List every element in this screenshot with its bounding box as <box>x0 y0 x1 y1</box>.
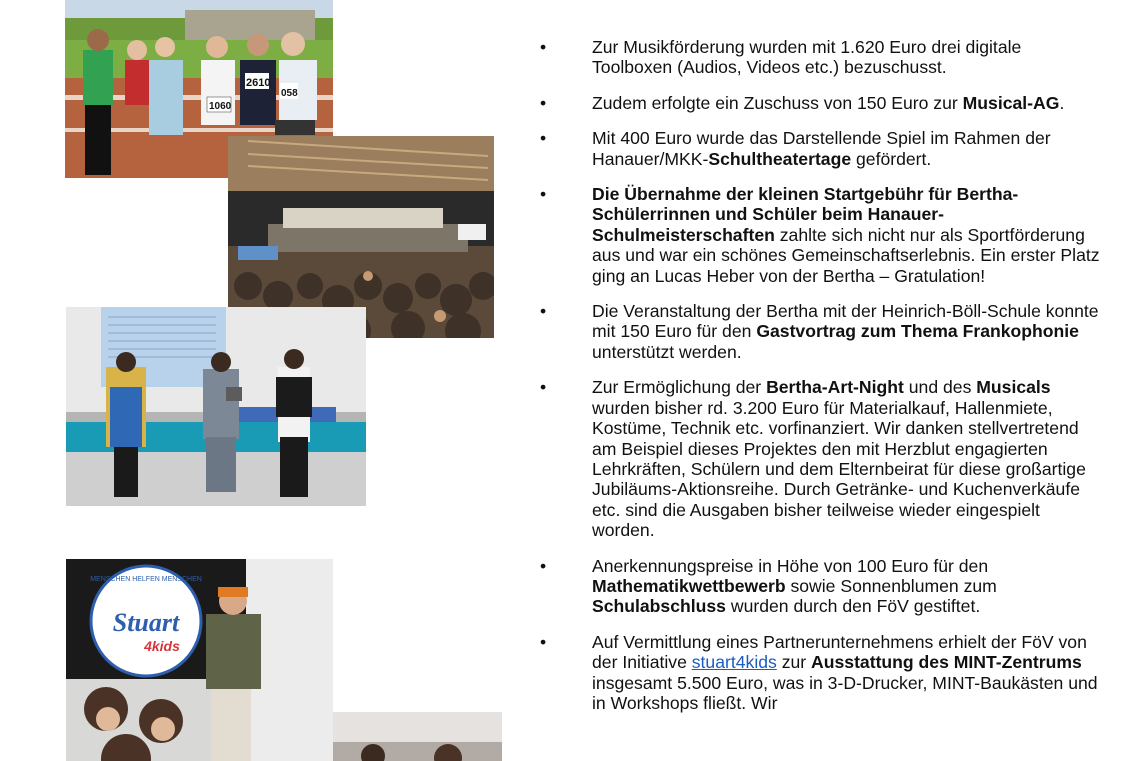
bold-text: Ausstattung des MINT-Zentrums <box>811 652 1082 673</box>
bullet-marker: • <box>540 37 547 57</box>
bib-number-2: 058 <box>281 88 298 99</box>
bullet-item <box>540 632 1100 714</box>
stuart-logo-ring-text: MENSCHEN HELFEN MENSCHEN <box>90 576 202 583</box>
bullet-marker: • <box>540 555 547 576</box>
body-text: Mit 400 Euro wurde das Darstellende Spiel im Rahmen der Hanauer/MKK- <box>592 128 1051 169</box>
photo-stuart4kids-event <box>66 559 333 761</box>
stuart-logo-brand: Stuart <box>112 608 180 637</box>
body-text: zur <box>776 652 812 673</box>
bullet-item <box>540 128 1100 169</box>
body-text: und des <box>903 377 977 398</box>
bold-text: Mathematikwettbewerb <box>592 575 786 596</box>
bullet-item <box>540 377 1100 540</box>
bullet-marker: • <box>540 301 547 322</box>
bullet-marker: • <box>540 631 547 652</box>
bib-number-1: 2610 <box>246 77 271 89</box>
body-text: Zur Ermöglichung der <box>592 377 767 398</box>
bold-text: Schultheatertage <box>708 148 852 169</box>
bullet-item <box>540 301 1100 362</box>
bold-text: Gastvortrag zum Thema Frankophonie <box>756 321 1079 342</box>
bold-text: Bertha-Art-Night <box>766 377 904 398</box>
bullet-marker: • <box>540 92 547 113</box>
body-text: wurden durch den FöV gestiftet. <box>725 596 981 617</box>
photo-francophonie-talk <box>66 307 366 506</box>
body-text: wurden bisher rd. 3.200 Euro für Materialkauf, Hallenmiete, Kostüme, Technik etc. vorfinanziert. Wir danken stellvertretend am Beispiel dieses Projektes den mit Herzblut engagierten Lehrkräften, Schülern und dem Elternbeirat für diese großartige Jubiläums-Aktionsreihe. Durch Getränke- und Kuchenverkäufe etc. sind die Ausgaben bisher teilweise wieder eingespielt worden. <box>592 397 1086 541</box>
body-text: Zudem erfolgte ein Zuschuss von 150 Euro zur <box>592 92 963 113</box>
body-text: Zur Musikförderung wurden mit 1.620 Euro drei digitale Toolboxen (Audios, Videos etc.) bezuschusst. <box>592 37 1022 78</box>
bold-text: Musical-AG <box>962 92 1060 113</box>
body-text: zahlte sich nicht nur als Sportförderung aus und war ein schönes Gemeinschaftserlebnis. Ein erster Platz ging an Lucas Heber von der Bertha – Gratulation! <box>592 224 1100 286</box>
bullet-marker: • <box>540 377 547 398</box>
body-text: Die Veranstaltung der Bertha mit der Heinrich-Böll-Schule konnte mit 150 Euro für den <box>592 301 1099 342</box>
bullet-item <box>540 93 1100 113</box>
stuart-logo-suffix: 4kids <box>144 638 180 654</box>
bold-text: Musicals <box>976 377 1051 398</box>
photo-partial-bottom <box>333 712 502 761</box>
body-text: Auf Vermittlung eines Partnerunternehmens erhielt der FöV von der Initiative <box>592 631 1087 673</box>
bold-text: Schulabschluss <box>592 596 726 617</box>
bullet-item <box>540 37 1100 78</box>
bold-text: Die Übernahme der kleinen Startgebühr für Bertha-Schülerrinnen und Schüler beim Hanauer-Schulmeisterschaften <box>592 184 1019 245</box>
bullet-item <box>540 556 1100 617</box>
bullet-marker: • <box>540 128 547 149</box>
bib-number-3: 1060 <box>209 101 232 112</box>
body-text: sowie Sonnenblumen zum <box>785 575 997 596</box>
funding-bullet-list <box>540 37 1100 728</box>
body-text: insgesamt 5.500 Euro, was in 3-D-Drucker, MINT-Baukästen und in Workshops fließt. Wir <box>592 672 1098 713</box>
body-text: gefördert. <box>851 148 932 169</box>
body-text: Anerkennungspreise in Höhe von 100 Euro für den <box>592 555 989 576</box>
bullet-item <box>540 184 1100 286</box>
stuart4kids-link[interactable]: stuart4kids <box>691 652 777 673</box>
bullet-marker: • <box>540 184 547 205</box>
body-text: . <box>1059 92 1065 113</box>
body-text: unterstützt werden. <box>592 341 742 362</box>
